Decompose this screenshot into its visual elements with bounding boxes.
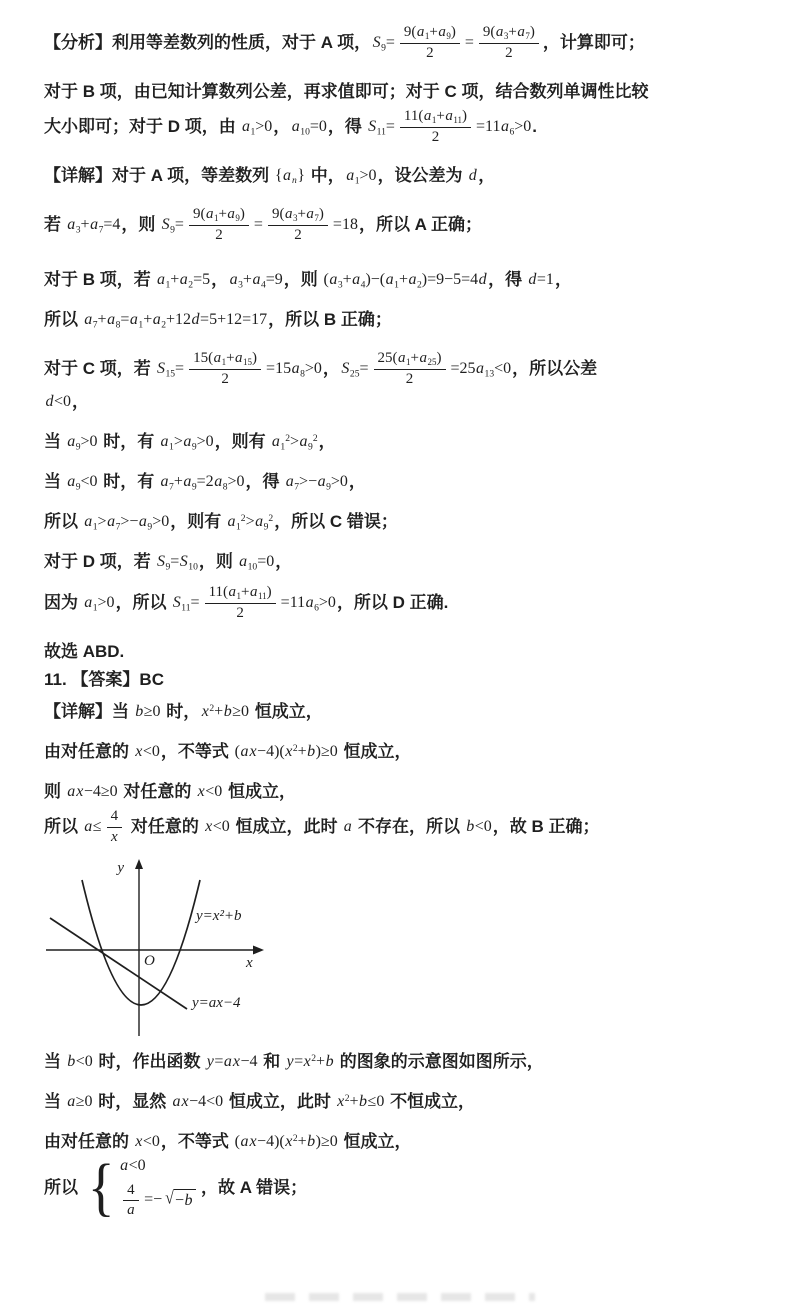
x-axis-arrowhead — [253, 946, 264, 955]
text-run: 对于 D 项，若 — [44, 551, 156, 571]
fraction — [373, 350, 447, 388]
math-expression: $a_3+a_4=9$ — [229, 270, 283, 290]
math-expression: $a_9>0$ — [67, 432, 98, 452]
fraction-denominator: 2 — [221, 370, 229, 387]
math-expression: $(ax-4)(x^2+b)\ge 0$ — [234, 742, 338, 760]
cases-system — [87, 1152, 197, 1224]
solution-line — [44, 1082, 756, 1122]
text-run: 时， — [161, 701, 201, 721]
math-expression: y=ax−4 — [206, 1052, 258, 1070]
cases-brace: { — [87, 1152, 115, 1224]
math-expression: $\{a_n\}$ — [274, 166, 305, 186]
math-expression: =− — [144, 1191, 163, 1209]
fraction-numerator: $25(a_1+a_{25})$ — [374, 350, 446, 369]
math-expression: $a_{10}=0$ — [239, 552, 275, 572]
solution-line — [44, 692, 756, 732]
math-expression: $=15a_8>0$ — [266, 359, 322, 379]
text-run: 当 — [44, 431, 66, 451]
function-graph — [44, 858, 272, 1038]
text-run: 对于 B 项，若 — [44, 269, 156, 289]
cases-rows — [119, 1156, 197, 1219]
math-expression: $a_1^2>a_9^2$ — [227, 512, 274, 532]
solution-line — [44, 422, 756, 462]
text-run: 的图象的示意图如图所示， — [335, 1051, 544, 1071]
text-run: ，则 — [198, 551, 238, 571]
math-expression: $(a_3+a_4)-(a_1+a_2)=9-5=4d$ — [323, 270, 487, 290]
cases-row — [119, 1156, 147, 1177]
math-expression: $S_9=$ — [372, 33, 395, 53]
radicand: −b — [174, 1189, 196, 1212]
math-expression: $a_3+a_7=4$ — [67, 215, 121, 235]
fraction-denominator: 2 — [236, 604, 244, 621]
text-run: 和 — [258, 1051, 285, 1071]
fraction — [204, 584, 277, 622]
text-run: ， — [348, 471, 366, 491]
solution-line — [44, 732, 756, 772]
fraction-denominator: 2 — [215, 226, 223, 243]
math-expression: $a_1+a_2=5$ — [156, 270, 211, 290]
math-expression: = — [464, 33, 474, 51]
parabola-equation-label: y=x²+b — [196, 908, 242, 924]
text-run: 当 — [44, 471, 66, 491]
text-run: ，则有 — [170, 511, 226, 531]
text-run: 当 — [44, 1091, 66, 1111]
fraction-numerator: $9(a_1+a_9)$ — [189, 206, 249, 225]
text-run: ，所以 B 正确； — [268, 309, 392, 329]
solution-line — [44, 798, 756, 856]
text-run: 恒成立， — [223, 781, 296, 801]
math-expression: $a_7>-a_9>0$ — [285, 472, 348, 492]
text-run: ，故 A 错误； — [200, 1177, 308, 1197]
text-run: 不恒成立， — [385, 1091, 476, 1111]
fraction-numerator: 4 — [123, 1182, 139, 1201]
sqrt-expression — [164, 1189, 197, 1212]
y-axis-arrowhead — [135, 859, 143, 869]
fraction-numerator: $11(a_1+a_{11})$ — [205, 584, 276, 603]
text-run: . — [532, 116, 538, 136]
fraction — [399, 108, 472, 146]
text-run: 【详解】当 — [44, 701, 134, 721]
solution-line — [44, 1148, 756, 1228]
text-run: ，所以 A 正确； — [358, 214, 483, 234]
text-run: ，不等式 — [160, 1131, 234, 1151]
math-expression: $S_9=$ — [161, 215, 184, 235]
math-expression: $a_1>0$ — [346, 166, 377, 186]
solution-text-block-bottom — [44, 1042, 756, 1228]
origin-label: O — [144, 953, 155, 969]
text-run: 时，有 — [98, 431, 160, 451]
fraction-denominator: x — [111, 828, 118, 845]
solution-text-block-top — [44, 14, 756, 856]
fraction-numerator: 4 — [107, 808, 123, 827]
math-expression: $a_1>a_7>-a_9>0$ — [84, 512, 170, 532]
math-expression: $S_{25}=$ — [341, 359, 369, 379]
math-expression: d<0 — [45, 392, 72, 410]
text-run: ，所以 C 错误； — [274, 511, 398, 531]
text-run: ， — [322, 358, 340, 378]
x-axis-label: x — [246, 955, 253, 971]
text-run: 时，作出函数 — [93, 1051, 206, 1071]
parabola-curve — [82, 880, 200, 1005]
radical-sign: √ — [165, 1189, 174, 1209]
text-run: ， — [273, 116, 291, 136]
fraction-numerator: $15(a_1+a_{15})$ — [189, 350, 261, 369]
text-run: ，得 — [245, 471, 285, 491]
math-expression: $a_1^2>a_9^2$ — [271, 432, 318, 452]
solution-line — [44, 502, 756, 542]
fraction — [122, 1182, 141, 1220]
math-expression: $=11a_6>0$ — [280, 593, 336, 613]
text-run: 所以 — [44, 1177, 83, 1197]
text-run: ，得 — [327, 116, 367, 136]
solution-line — [44, 14, 756, 72]
math-expression: $S_{11}=$ — [368, 117, 395, 137]
math-expression: $S_9=S_{10}$ — [156, 552, 198, 572]
text-run: 恒成立， — [338, 741, 412, 761]
math-expression: b≥0 — [135, 702, 161, 720]
text-run: ，不等式 — [160, 741, 234, 761]
math-expression: d — [468, 166, 477, 184]
text-run: 若 — [44, 214, 66, 234]
fraction — [188, 350, 262, 388]
text-run: ，所以公差 — [512, 358, 598, 378]
solution-line — [44, 574, 756, 632]
math-expression: $a_7+a_9=2a_8>0$ — [160, 472, 245, 492]
text-run: ， — [72, 391, 90, 411]
text-run: ，则有 — [214, 431, 271, 451]
text-run: 对于 C 项，若 — [44, 358, 156, 378]
fraction-denominator: 2 — [505, 44, 513, 61]
fraction-numerator: $9(a_3+a_7)$ — [268, 206, 328, 225]
math-expression: $a_9<0$ — [67, 472, 98, 492]
text-run: ， — [554, 269, 572, 289]
math-expression: x<0 — [135, 742, 160, 760]
text-run: ，所以 D 正确. — [336, 592, 449, 612]
fraction-denominator: a — [127, 1202, 135, 1219]
text-run: 时，有 — [98, 471, 160, 491]
math-expression: =18 — [332, 215, 358, 233]
fraction-denominator: 2 — [431, 128, 440, 145]
cases-row — [119, 1182, 197, 1220]
text-run: 不存在，所以 — [353, 816, 465, 836]
text-run: ，得 — [488, 269, 527, 289]
math-expression: b<0 — [67, 1052, 93, 1070]
text-run: 恒成立，此时 — [224, 1091, 336, 1111]
solution-line — [44, 196, 756, 254]
math-expression: $(ax-4)(x^2+b)\ge 0$ — [234, 1132, 338, 1150]
solution-line — [44, 382, 756, 422]
math-expression: b<0 — [466, 817, 492, 835]
text-run: 恒成立，此时 — [230, 816, 343, 836]
fraction-numerator: $11(a_1+a_{11})$ — [400, 108, 471, 127]
math-expression: x<0 — [135, 1132, 160, 1150]
linear-curve — [50, 918, 187, 1009]
text-run: 故选 ABD. — [44, 641, 125, 661]
text-run: 则 — [44, 781, 66, 801]
text-run: ， — [211, 269, 229, 289]
text-run: 对任意的 — [118, 781, 197, 801]
text-run: ， — [275, 551, 293, 571]
text-run: 所以 — [44, 816, 83, 836]
math-expression: $y=x^2+b$ — [286, 1052, 334, 1070]
fraction-numerator: $9(a_1+a_9)$ — [400, 24, 460, 43]
text-run: ， — [318, 431, 336, 451]
text-run: 中， — [306, 165, 345, 185]
text-run: 所以 — [44, 511, 83, 531]
text-run: 恒成立， — [338, 1131, 412, 1151]
text-run: ，则 — [283, 269, 323, 289]
text-run: 时，显然 — [93, 1091, 171, 1111]
text-run: 大小即可；对于 D 项，由 — [44, 116, 241, 136]
math-expression: $=25a_{13}<0$ — [450, 359, 512, 379]
math-expression: $a_1>0$ — [241, 117, 273, 137]
fraction-numerator: $9(a_3+a_7)$ — [479, 24, 539, 43]
text-run: 由对任意的 — [44, 1131, 134, 1151]
fraction — [267, 206, 329, 244]
solution-line — [44, 462, 756, 502]
text-run: ，所以 — [115, 592, 172, 612]
text-run: ，故 B 正确； — [492, 816, 600, 836]
math-expression: $a_{10}=0$ — [291, 117, 327, 137]
text-run: ，则 — [121, 214, 161, 234]
text-run: 所以 — [44, 309, 83, 329]
math-expression: d=1 — [528, 270, 554, 288]
y-axis-label: y — [117, 860, 124, 876]
solution-line — [44, 156, 756, 196]
math-expression: = — [253, 215, 263, 233]
text-run: 因为 — [44, 592, 83, 612]
text-run: 由对任意的 — [44, 741, 134, 761]
text-run: ，计算即可； — [542, 32, 645, 52]
math-expression: a<0 — [120, 1157, 146, 1175]
text-run: 当 — [44, 1051, 66, 1071]
function-graph-svg — [44, 858, 272, 1038]
text-run: 11. 【答案】BC — [44, 669, 164, 689]
text-run: 对于 B 项，由已知计算数列公差，再求值即可；对于 C 项，结合数列单调性比较 — [44, 81, 649, 101]
solution-line — [44, 1042, 756, 1082]
solution-line — [44, 260, 756, 300]
math-expression: $a_1>a_9>0$ — [160, 432, 214, 452]
text-run: 【分析】利用等差数列的性质，对于 A 项， — [44, 32, 372, 52]
math-expression: $S_{11}=$ — [172, 593, 200, 613]
math-expression: ax−4≥0 — [67, 782, 118, 800]
math-expression: a≤ — [84, 817, 102, 835]
math-expression: a — [343, 817, 352, 835]
fraction — [399, 24, 461, 62]
fraction-denominator: 2 — [294, 226, 302, 243]
fraction-denominator: 2 — [405, 370, 414, 387]
math-expression: $=11a_6>0$ — [476, 117, 532, 137]
math-expression: x<0 — [197, 782, 223, 800]
text-run: 对任意的 — [126, 816, 204, 836]
fraction-denominator: 2 — [426, 44, 434, 61]
text-run: 恒成立， — [249, 701, 323, 721]
solution-line — [44, 300, 756, 340]
math-expression: $a_1>0$ — [84, 593, 115, 613]
math-expression: a≥0 — [67, 1092, 93, 1110]
math-expression: $x^2+b\ge 0$ — [201, 702, 249, 720]
text-run: 【详解】对于 A 项，等差数列 — [44, 165, 274, 185]
math-expression: x<0 — [205, 817, 230, 835]
math-expression: $S_{15}=$ — [156, 359, 185, 379]
fraction — [188, 206, 250, 244]
footer-watermark-remnant — [265, 1293, 535, 1301]
solution-line — [44, 98, 756, 156]
text-run: ，设公差为 — [377, 165, 468, 185]
math-expression: $x^2+b\le 0$ — [337, 1092, 385, 1110]
line-equation-label: y=ax−4 — [192, 995, 241, 1011]
fraction — [478, 24, 540, 62]
fraction — [106, 808, 124, 846]
text-run: ， — [478, 165, 496, 185]
math-expression: $a_7+a_8=a_1+a_2+12d=5+12=17$ — [84, 310, 268, 330]
math-expression: ax−4<0 — [172, 1092, 224, 1110]
